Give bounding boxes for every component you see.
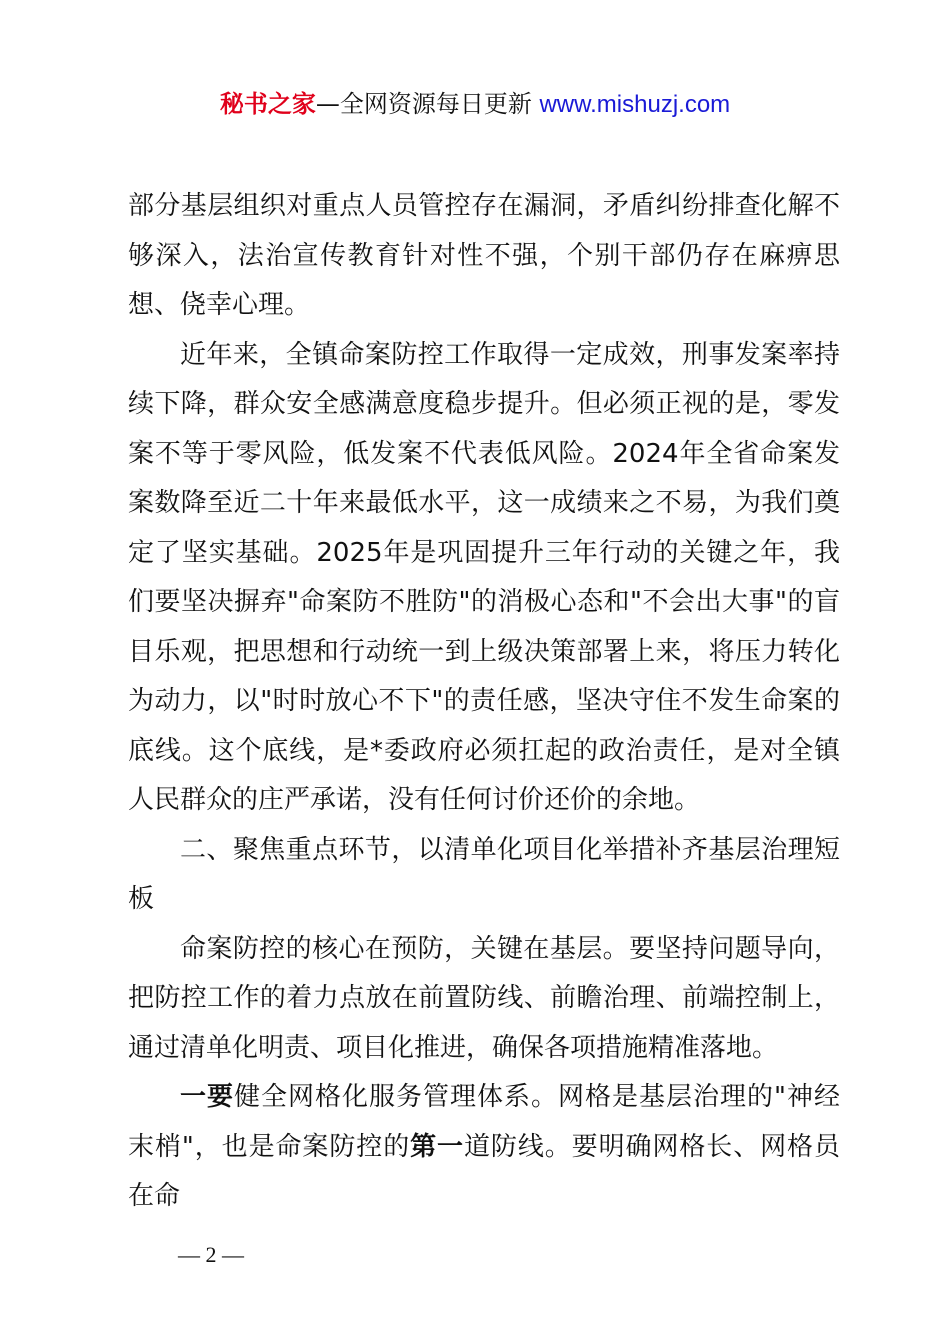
- paragraph-4-text-2: 道防线。要明确网格长、网格员在命: [128, 1131, 840, 1211]
- section-heading-2: 二、聚焦重点环节，以清单化项目化举措补齐基层治理短板: [128, 834, 840, 914]
- paragraph-1: 部分基层组织对重点人员管控存在漏洞，矛盾纠纷排查化解不够深入，法治宣传教育针对性不强，个别干部仍存在麻痹思想、侥幸心理。: [128, 191, 840, 320]
- page-number: — 2 —: [178, 1242, 244, 1267]
- header-url-link[interactable]: www.mishuzj.com: [539, 91, 731, 118]
- paragraph-3: 命案防控的核心在预防，关键在基层。要坚持问题导向，把防控工作的着力点放在前置防线、前瞻治理、前端控制上，通过清单化明责、项目化推进，确保各项措施精准落地。: [128, 933, 840, 1063]
- brand-name: 秘书之家: [219, 90, 316, 118]
- page-header: [0, 86, 950, 123]
- bold-lead-yiyao: 一要: [180, 1082, 235, 1112]
- paragraph-4: [128, 1073, 840, 1222]
- paragraph-4-text-1: 健全网格化服务管理体系。网格是基层治理的"神经末梢"，也是命案防控的: [128, 1082, 840, 1162]
- paragraph-2: 近年来，全镇命案防控工作取得一定成效，刑事发案率持续下降，群众安全感满意度稳步提升。但必须正视的是，零发案不等于零风险，低发案不代表低风险。2024年全省命案发案数降至近二十年来最低水平，这一成绩来之不易，为我们奠定了坚实基础。2025年是巩固提升三年行动的关键之年，我们要坚决摒弃"命案防不胜防"的消极心态和"不会出大事"的盲目乐观，把思想和行动统一到上级决策部署上来，将压力转化为动力，以"时时放心不下"的责任感，坚决守住不发生命案的底线。这个底线，是*委政府必须扛起的政治责任，是对全镇人民群众的庄严承诺，没有任何讨价还价的余地。: [128, 339, 840, 815]
- bold-diyi: 第一: [410, 1131, 464, 1162]
- header-tagline: —全网资源每日更新: [315, 90, 540, 118]
- document-body: [128, 182, 840, 1222]
